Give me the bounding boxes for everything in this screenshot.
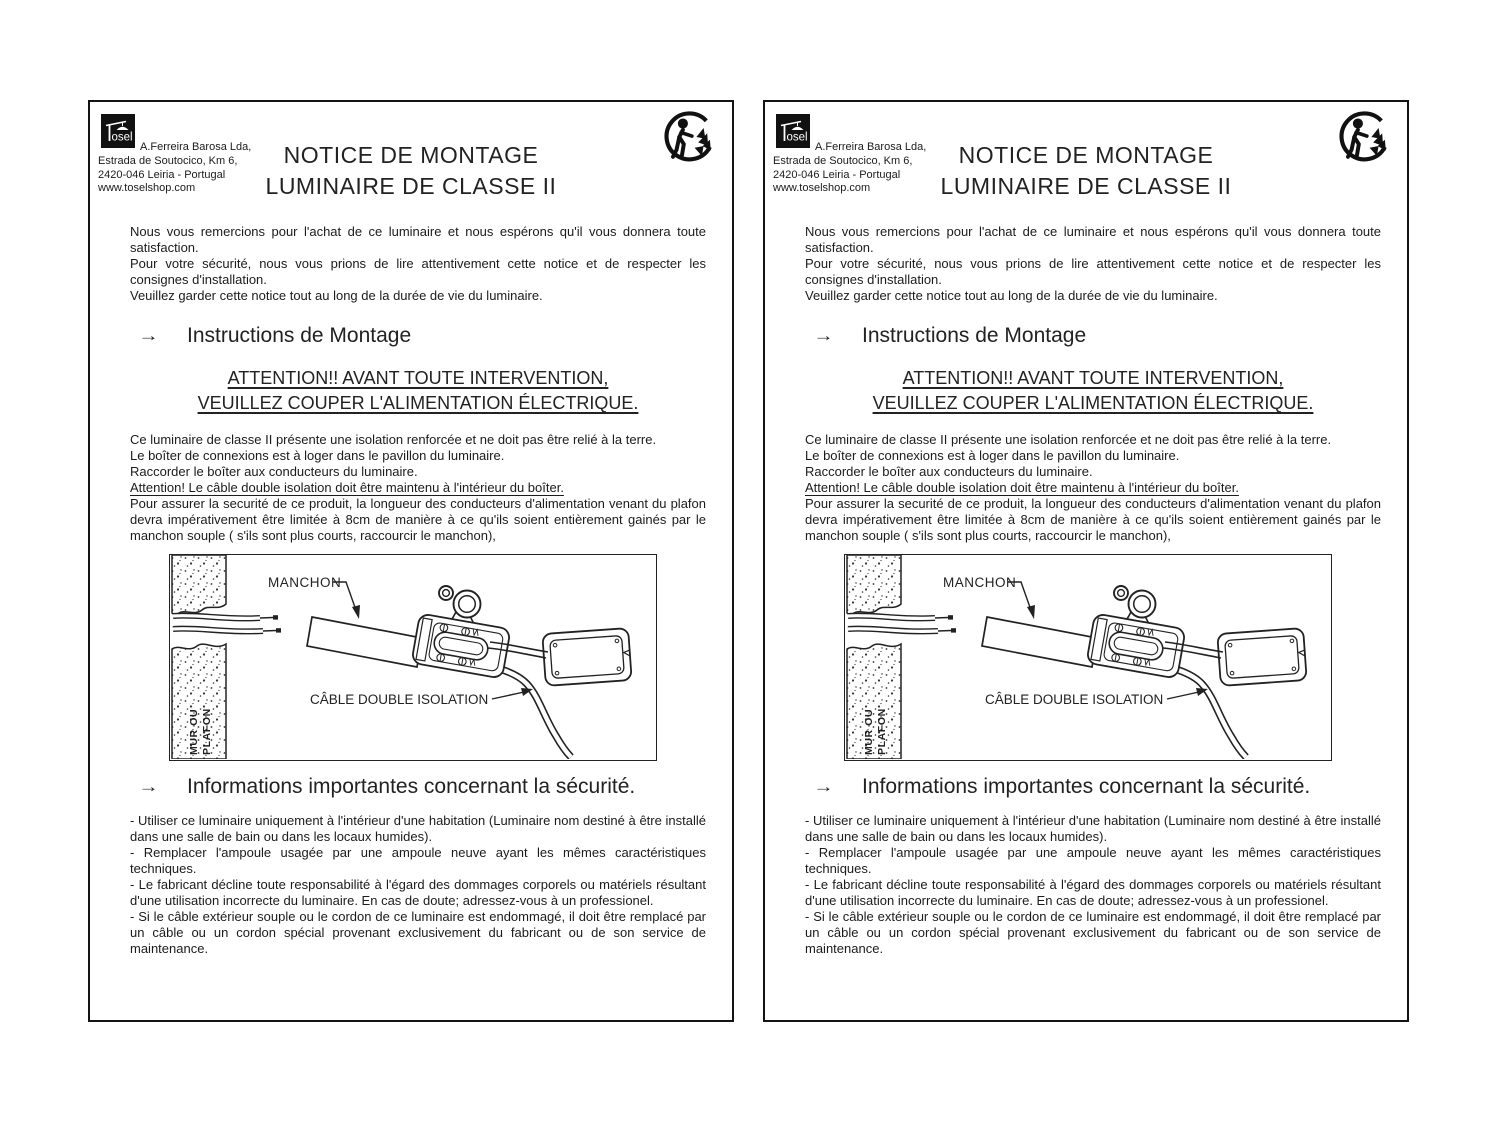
wall-label-line-1: MUR OU — [863, 708, 875, 755]
warning-line-2: VEUILLEZ COUPER L'ALIMENTATION ÉLECTRIQUE. — [197, 393, 639, 413]
warning-line-1: ATTENTION!! AVANT TOUTE INTERVENTION, — [902, 368, 1284, 388]
supply-wires — [173, 615, 281, 632]
title-line-1: NOTICE DE MONTAGE — [958, 142, 1214, 168]
safety-bullet-3: - Le fabricant décline toute responsabilité à l'égard des dommages corporels ou matériels résultant d'une utilisation incorrecte du luminaire. En cas de doute; adressez-vous à un professionel. — [805, 877, 1381, 908]
heading-informations-securite — [140, 775, 706, 799]
triman-recycling-icon — [664, 110, 718, 164]
montage-paragraphs — [130, 432, 706, 480]
company-name: A.Ferreira Barosa Lda, — [140, 141, 252, 153]
wall-label-line-2: PLAFON — [201, 708, 213, 755]
intro-p2: Pour votre sécurité, nous vous prions de lire attentivement cette notice et de respecter les consignes d'installation. — [805, 256, 1381, 287]
notice-page-right — [763, 100, 1409, 1022]
company-website: www.toselshop.com — [773, 182, 871, 194]
page-body — [765, 224, 1407, 957]
warning-block — [130, 366, 706, 416]
montage-p1: Ce luminaire de classe II présente une isolation renforcée et ne doit pas être relié à la terre. — [805, 432, 1332, 447]
intro-p3: Veuillez garder cette notice tout au long de la durée de vie du luminaire. — [805, 288, 1218, 303]
montage-p4: Pour assurer la securité de ce produit, la longueur des conducteurs d'alimentation venant du plafon devra impérativement être limitée à 8cm de manière à ce qu'ils soient entièrement gainés par le manchon souple ( s'ils sont plus courts, raccourcir le manchon), — [130, 496, 706, 543]
manchon-sleeve — [982, 617, 1097, 667]
manchon-label: MANCHON — [268, 575, 342, 590]
address-line-2: 2420-046 Leiria - Portugal — [98, 168, 226, 181]
junction-block — [411, 586, 510, 679]
heading-text: Instructions de Montage — [187, 324, 412, 347]
warning-line-1: ATTENTION!! AVANT TOUTE INTERVENTION, — [227, 368, 609, 388]
notice-page-left — [88, 100, 734, 1022]
document-title — [765, 140, 1407, 202]
document-title — [90, 140, 732, 202]
safety-bullet-1: - Utiliser ce luminaire uniquement à l'intérieur d'une habitation (Luminaire nom destiné à être installé dans une salle de bain ou dans les locaux humides). — [130, 813, 706, 844]
safety-bullet-2: - Remplacer l'ampoule usagée par une ampoule neuve ayant les mêmes caractéristiques techniques. — [130, 845, 706, 876]
arrow-bullet-icon: → — [813, 777, 834, 796]
safety-bullet-4: - Si le câble extérieur souple ou le cordon de ce luminaire est endommagé, il doit être remplacé par un câble ou un cordon spécial provenant exclusivement du fabricant ou de son service de maintenance. — [130, 909, 706, 956]
title-line-1: NOTICE DE MONTAGE — [283, 142, 539, 168]
attention-note: Attention! Le câble double isolation doit être maintenu à l'intérieur du boîter. — [805, 480, 1239, 495]
safety-bullets — [805, 813, 1381, 957]
page-body — [90, 224, 732, 957]
heading-text: Instructions de Montage — [862, 324, 1087, 347]
cover-box — [1217, 628, 1306, 686]
page-header — [90, 102, 732, 222]
arrow-bullet-icon: → — [138, 326, 159, 345]
montage-p1: Ce luminaire de classe II présente une isolation renforcée et ne doit pas être relié à la terre. — [130, 432, 657, 447]
manchon-sleeve — [307, 617, 422, 667]
logo-brand-text: osel — [111, 131, 133, 144]
heading-text: Informations importantes concernant la sécurité. — [187, 775, 636, 798]
montage-p3: Raccorder le boîter aux conducteurs du luminaire. — [805, 464, 1093, 479]
heading-text: Informations importantes concernant la sécurité. — [862, 775, 1311, 798]
safety-bullets — [130, 813, 706, 957]
heading-instructions-montage — [140, 324, 706, 348]
cable-label: CÂBLE DOUBLE ISOLATION — [985, 692, 1164, 707]
montage-p3: Raccorder le boîter aux conducteurs du luminaire. — [130, 464, 418, 479]
company-website: www.toselshop.com — [98, 182, 196, 194]
title-line-2: LUMINAIRE DE CLASSE II — [940, 173, 1232, 199]
attention-note: Attention! Le câble double isolation doit être maintenu à l'intérieur du boîter. — [130, 480, 564, 495]
heading-informations-securite — [815, 775, 1381, 799]
heading-instructions-montage — [815, 324, 1381, 348]
address-line-1: Estrada de Soutocico, Km 6, — [773, 155, 913, 167]
logo-brand-text: osel — [786, 131, 808, 144]
intro-p3: Veuillez garder cette notice tout au long de la durée de vie du luminaire. — [130, 288, 543, 303]
safety-bullet-3: - Le fabricant décline toute responsabilité à l'égard des dommages corporels ou matériels résultant d'une utilisation incorrecte du luminaire. En cas de doute; adressez-vous à un professionel. — [130, 877, 706, 908]
warning-block — [805, 366, 1381, 416]
title-line-2: LUMINAIRE DE CLASSE II — [265, 173, 557, 199]
intro-paragraphs — [805, 224, 1381, 304]
address-line-2: 2420-046 Leiria - Portugal — [773, 168, 901, 181]
wall-label-line-2: PLAFON — [876, 708, 888, 755]
installation-diagram — [169, 554, 657, 761]
safety-bullet-2: - Remplacer l'ampoule usagée par une ampoule neuve ayant les mêmes caractéristiques techniques. — [805, 845, 1381, 876]
supply-wires — [848, 615, 956, 632]
intro-p1: Nous vous remercions pour l'achat de ce luminaire et nous espérons qu'il vous donnera toute satisfaction. — [130, 224, 706, 255]
installation-diagram — [844, 554, 1332, 761]
safety-bullet-4: - Si le câble extérieur souple ou le cordon de ce luminaire est endommagé, il doit être remplacé par un câble ou un cordon spécial provenant exclusivement du fabricant ou de son service de maintenance. — [805, 909, 1381, 956]
montage-p4: Pour assurer la securité de ce produit, la longueur des conducteurs d'alimentation venant du plafon devra impérativement être limitée à 8cm de manière à ce qu'ils soient entièrement gainés par le manchon souple ( s'ils sont plus courts, raccourcir le manchon), — [805, 496, 1381, 543]
intro-p2: Pour votre sécurité, nous vous prions de lire attentivement cette notice et de respecter les consignes d'installation. — [130, 256, 706, 287]
page-header — [765, 102, 1407, 222]
safety-bullet-1: - Utiliser ce luminaire uniquement à l'intérieur d'une habitation (Luminaire nom destiné à être installé dans une salle de bain ou dans les locaux humides). — [805, 813, 1381, 844]
arrow-bullet-icon: → — [813, 326, 834, 345]
cover-box — [542, 628, 631, 686]
triman-recycling-icon — [1339, 110, 1393, 164]
wall-label-line-1: MUR OU — [188, 708, 200, 755]
intro-paragraphs — [130, 224, 706, 304]
arrow-bullet-icon: → — [138, 777, 159, 796]
intro-p1: Nous vous remercions pour l'achat de ce luminaire et nous espérons qu'il vous donnera toute satisfaction. — [805, 224, 1381, 255]
montage-p2: Le boîter de connexions est à loger dans le pavillon du luminaire. — [130, 448, 505, 463]
warning-line-2: VEUILLEZ COUPER L'ALIMENTATION ÉLECTRIQUE. — [872, 393, 1314, 413]
montage-p2: Le boîter de connexions est à loger dans le pavillon du luminaire. — [805, 448, 1180, 463]
junction-block — [1086, 586, 1185, 679]
montage-paragraphs — [805, 432, 1381, 480]
cable-label: CÂBLE DOUBLE ISOLATION — [310, 692, 489, 707]
address-line-1: Estrada de Soutocico, Km 6, — [98, 155, 238, 167]
company-name: A.Ferreira Barosa Lda, — [815, 141, 927, 153]
manchon-label: MANCHON — [943, 575, 1017, 590]
